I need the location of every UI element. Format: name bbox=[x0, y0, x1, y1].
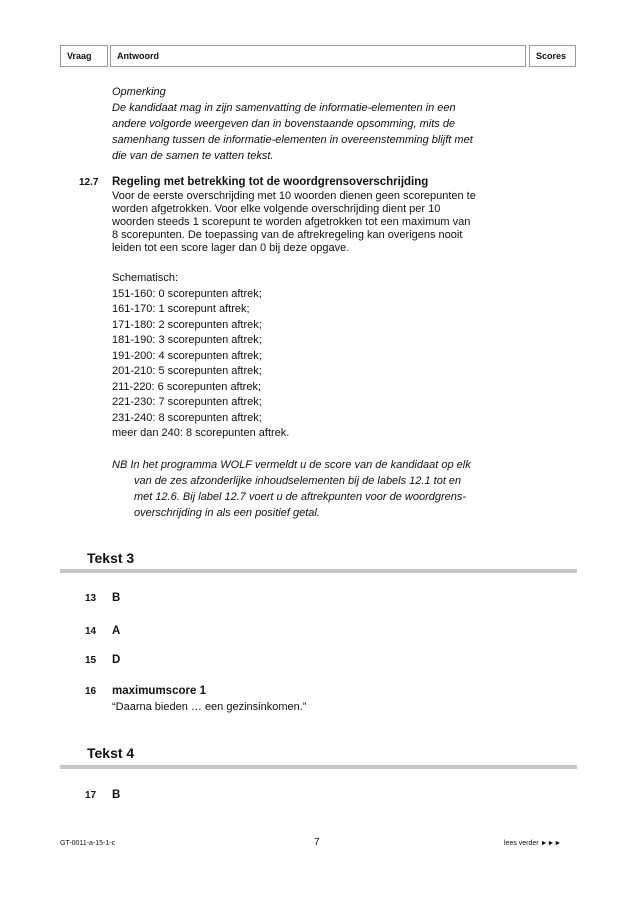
page-number: 7 bbox=[314, 837, 320, 848]
answer-quote: “Daarna bieden … een gezinsinkomen.” bbox=[112, 701, 307, 713]
rule-line: Voor de eerste overschrijding met 10 woorden dienen geen scorepunten te bbox=[112, 190, 476, 202]
schema-item: meer dan 240: 8 scorepunten aftrek. bbox=[112, 427, 290, 439]
rule-line: 8 scorepunten. De toepassing van de aftrekregeling kan overigens nooit bbox=[112, 229, 463, 241]
max-score-label: maximumscore 1 bbox=[112, 685, 206, 697]
question-number: 15 bbox=[85, 655, 97, 666]
remark-block bbox=[112, 84, 552, 164]
answer: D bbox=[112, 654, 121, 666]
question-number: 13 bbox=[85, 593, 97, 604]
schema-list bbox=[112, 271, 289, 442]
header-antwoord: Antwoord bbox=[110, 45, 526, 67]
schema-item: 211-220: 6 scorepunten aftrek; bbox=[112, 380, 262, 393]
answer: B bbox=[112, 592, 121, 604]
rule-line: woorden steeds 1 scorepunt te worden afgetrokken tot een maximum van bbox=[112, 216, 471, 228]
question-number: 12.7 bbox=[79, 177, 99, 188]
question-number: 14 bbox=[85, 626, 97, 637]
question-number: 17 bbox=[85, 790, 97, 801]
remark-line: De kandidaat mag in zijn samenvatting de informatie-elementen in een bbox=[112, 102, 456, 114]
question-number: 16 bbox=[85, 686, 97, 697]
rule-line: leiden tot een score lager dan 0 bij deze opgave. bbox=[112, 242, 350, 254]
header-vraag: Vraag bbox=[60, 45, 108, 67]
remark-title: Opmerking bbox=[112, 86, 166, 98]
schema-item: 181-190: 3 scorepunten aftrek; bbox=[112, 334, 262, 346]
schema-item: 191-200: 4 scorepunten aftrek; bbox=[112, 349, 262, 362]
nb-line: van de zes afzonderlijke inhoudselementen bij de labels 12.1 tot en bbox=[134, 475, 462, 487]
remark-line: andere volgorde weergeven dan in bovenstaande opsomming, mits de bbox=[112, 118, 456, 130]
continue-indicator: lees verder ►►► bbox=[504, 840, 562, 847]
answer: A bbox=[112, 625, 121, 637]
answer: B bbox=[112, 789, 121, 801]
schema-item: 231-240: 8 scorepunten aftrek; bbox=[112, 411, 262, 424]
header-scores: Scores bbox=[529, 45, 576, 67]
rule-line: worden afgetrokken. Voor elke volgende overschrijding dient per 10 bbox=[112, 203, 441, 215]
schema-item: 221-230: 7 scorepunten aftrek; bbox=[112, 396, 262, 408]
remark-line: samenhang tussen de informatie-elementen in overeenstemming blijft met bbox=[112, 134, 473, 146]
nb-line: met 12.6. Bij label 12.7 voert u de aftrekpunten voor de woordgrens- bbox=[134, 491, 467, 503]
section-title-tekst-4: Tekst 4 bbox=[87, 745, 135, 761]
nb-line: overschrijding in als een positief getal. bbox=[134, 507, 320, 519]
question-title: Regeling met betrekking tot de woordgrensoverschrijding bbox=[112, 176, 429, 188]
schema-item: 161-170: 1 scorepunt aftrek; bbox=[112, 303, 250, 315]
schema-item: 171-180: 2 scorepunten aftrek; bbox=[112, 318, 262, 331]
section-divider bbox=[60, 569, 577, 573]
rule-paragraph bbox=[112, 190, 552, 255]
schema-item: 151-160: 0 scorepunten aftrek; bbox=[112, 287, 262, 300]
remark-line: die van de samen te vatten tekst. bbox=[112, 150, 274, 162]
document-code: GT-0011-a-15-1-c bbox=[60, 840, 116, 847]
schema-item: 201-210: 5 scorepunten aftrek; bbox=[112, 365, 262, 377]
nb-note bbox=[112, 457, 542, 521]
section-title-tekst-3: Tekst 3 bbox=[87, 550, 135, 566]
nb-line: NB In het programma WOLF vermeldt u de score van de kandidaat op elk bbox=[112, 459, 471, 471]
schema-title: Schematisch: bbox=[112, 272, 179, 284]
section-divider bbox=[60, 765, 577, 769]
